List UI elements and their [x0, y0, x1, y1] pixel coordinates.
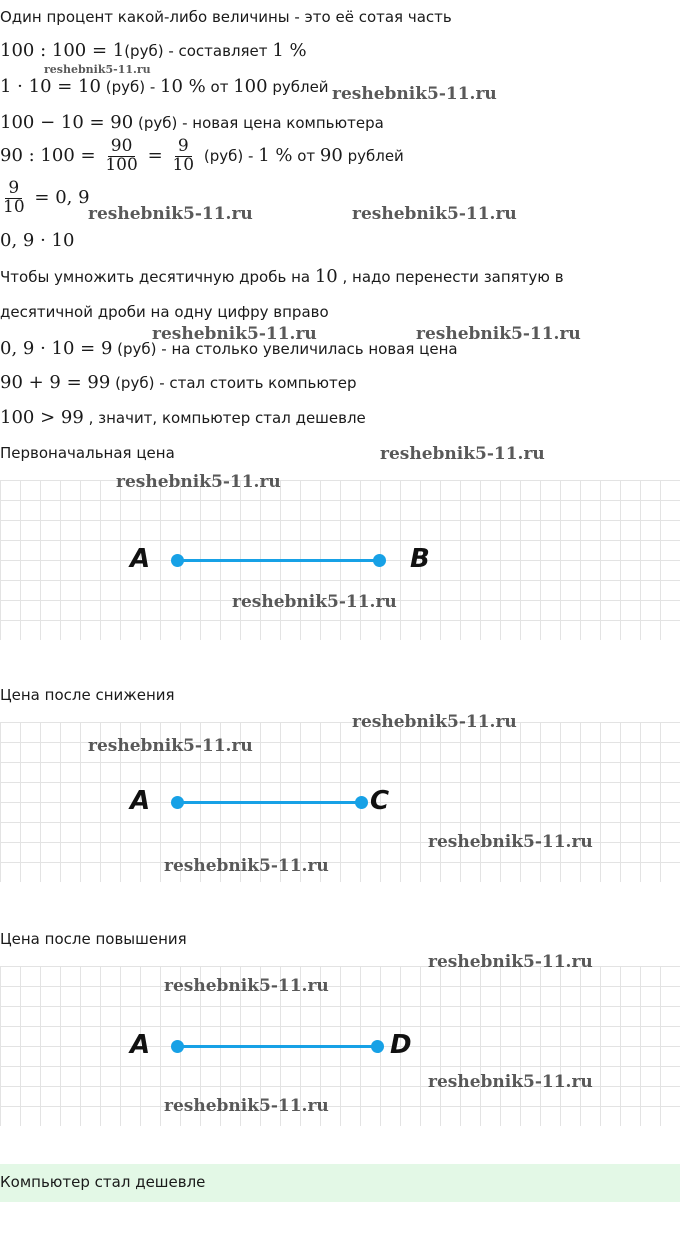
math-pct: 10 %: [160, 76, 206, 97]
math-expr: 90 : 100 =: [0, 144, 96, 166]
text: рублей: [267, 78, 329, 96]
point-label-a: A: [130, 544, 151, 574]
math-expr: 100 − 10 = 90: [0, 112, 134, 133]
math-num: 90: [319, 144, 343, 166]
watermark: reshebnik5-11.ru: [88, 736, 253, 756]
text: Чтобы умножить десятичную дробь на: [0, 268, 315, 286]
point-label-b: B: [410, 544, 430, 574]
text: (руб) - составляет: [124, 42, 268, 60]
point-b: [373, 554, 386, 567]
math-eq: =: [147, 144, 163, 166]
math-expr: 100 : 100 = 1: [0, 40, 125, 61]
text: рублей: [342, 146, 404, 165]
watermark: reshebnik5-11.ru: [352, 712, 517, 732]
line-9: десятичной дроби на одну цифру вправо: [0, 303, 329, 321]
text: (руб) -: [199, 146, 259, 165]
math-pct: 1 %: [272, 40, 307, 61]
watermark: reshebnik5-11.ru: [232, 592, 397, 612]
watermark: reshebnik5-11.ru: [332, 84, 497, 104]
text: от: [292, 146, 320, 165]
point-label-a: A: [130, 786, 151, 816]
line-8: [0, 266, 564, 287]
watermark: reshebnik5-11.ru: [164, 1096, 329, 1116]
math-expr: 0, 9 · 10 = 9: [0, 338, 113, 359]
section-title-increase: Цена после повышения: [0, 930, 187, 948]
line-7: [0, 230, 74, 251]
math-expr: = 0, 9: [34, 186, 90, 208]
segment-ad: [177, 1045, 377, 1048]
watermark: reshebnik5-11.ru: [428, 832, 593, 852]
answer-box: [0, 1164, 680, 1202]
line-4: [0, 112, 384, 133]
watermark: reshebnik5-11.ru: [152, 324, 317, 344]
point-label-a: A: [130, 1030, 151, 1060]
line-5: [0, 138, 404, 175]
section-title-original: Первоначальная цена: [0, 444, 175, 462]
line-6: [0, 180, 90, 217]
math-expr: 0, 9 · 10: [0, 230, 75, 251]
line-11: [0, 372, 357, 393]
math-num: 100: [233, 76, 268, 97]
text-intro: Один процент какой-либо величины - это её сотая часть: [0, 8, 452, 26]
text: от: [205, 78, 234, 96]
watermark: reshebnik5-11.ru: [88, 204, 253, 224]
watermark: reshebnik5-11.ru: [44, 63, 151, 76]
math-pct: 1 %: [258, 144, 293, 166]
text: , значит, компьютер стал дешевле: [83, 409, 366, 427]
watermark: reshebnik5-11.ru: [164, 856, 329, 876]
fraction: $\frac{9}{10}$: [3, 178, 25, 217]
math-num: 10: [314, 266, 338, 287]
math-expr: 1 · 10 = 10: [0, 76, 101, 97]
line-12: [0, 407, 366, 428]
answer-text: Компьютер стал дешевле: [0, 1173, 206, 1191]
grid-diagram-increase: [0, 966, 680, 1126]
text: , надо перенести запятую в: [337, 268, 564, 286]
text: (руб) - новая цена компьютера: [133, 114, 384, 132]
watermark: reshebnik5-11.ru: [164, 976, 329, 996]
fraction: $\frac{9}{10}$: [172, 136, 195, 175]
point-d: [371, 1040, 384, 1053]
text: (руб) - на столько увеличилась новая цена: [112, 340, 458, 358]
line-3: [0, 76, 329, 97]
grid-diagram-original: [0, 480, 680, 640]
math-expr: 90 + 9 = 99: [0, 372, 111, 393]
watermark: reshebnik5-11.ru: [416, 324, 581, 344]
watermark: reshebnik5-11.ru: [428, 1072, 593, 1092]
text: (руб) -: [100, 78, 161, 96]
point-label-d: D: [390, 1030, 412, 1060]
watermark: reshebnik5-11.ru: [380, 444, 545, 464]
watermark: reshebnik5-11.ru: [116, 472, 281, 492]
segment-ac: [177, 801, 361, 804]
fraction: $\frac{90}{100}$: [105, 136, 138, 175]
section-title-decrease: Цена после снижения: [0, 686, 175, 704]
math-expr: 100 > 99: [0, 407, 84, 428]
text: (руб) - стал стоить компьютер: [110, 374, 357, 392]
point-label-c: C: [370, 786, 390, 816]
line-2: [0, 40, 307, 61]
point-c: [355, 796, 368, 809]
watermark: reshebnik5-11.ru: [428, 952, 593, 972]
segment-ab: [177, 559, 379, 562]
watermark: reshebnik5-11.ru: [352, 204, 517, 224]
